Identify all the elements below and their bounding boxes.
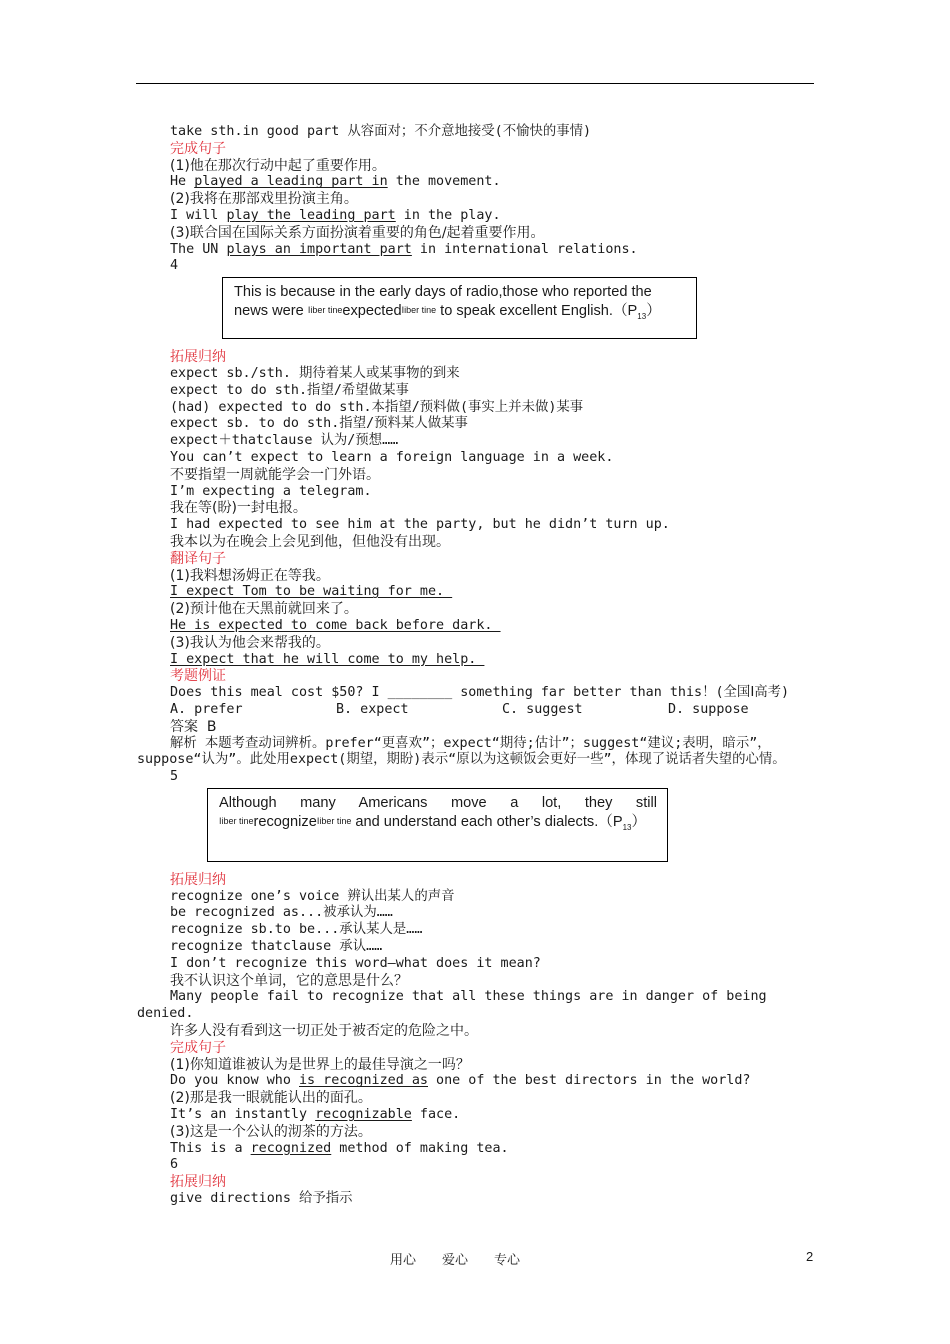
quote-box: Although many Americans move a lot, they still Iiber tinerecognizeIiber tine and understand each other’s $dialects.(P_{13})$ <box>207 788 668 862</box>
answer-blank: recognizable <box>315 1107 412 1123</box>
section-heading: 考题例证 <box>170 668 226 685</box>
answer-line: This is a recognized method of making tea. <box>170 1140 509 1156</box>
footer-text: 爱心 <box>442 1253 469 1268</box>
note-line: recognize one’s voice 辨认出某人的声音 <box>170 888 455 904</box>
footer-text: 用心 <box>390 1253 417 1268</box>
answer-line: He played a leading part in the movement. <box>170 174 501 190</box>
prompt-line: (1)他在那次行动中起了重要作用。 <box>170 157 386 174</box>
marker-glyph: Iiber tine <box>307 305 343 316</box>
example-translation: 许多人没有看到这一切正处于被否定的危险之中。 <box>170 1023 478 1040</box>
footer-text: 专心 <box>494 1253 521 1268</box>
answer-line: I will play the leading part in the play. <box>170 207 501 223</box>
example-translation: 我在等(盼)一封电报。 <box>170 500 307 517</box>
item-number: 5 <box>170 769 179 785</box>
answer-line: He is expected to come back before dark. <box>170 617 501 633</box>
answer-line: It’s an instantly recognizable face. <box>170 1107 461 1123</box>
option-b: B. expect <box>336 701 409 717</box>
note-line: expect sb. to do sth.指望/预料某人做某事 <box>170 416 468 432</box>
example-line: I’m expecting a telegram. <box>170 483 372 499</box>
option-d: D. suppose <box>668 701 749 717</box>
vocab-line: take sth.in good part 从容面对；不介意地接受(不愉快的事情) <box>170 124 592 139</box>
note-line: (had) expected to do sth.本指望/预料做(事实上并未做)某事 <box>170 399 584 415</box>
header-rule <box>136 83 814 84</box>
section-heading: 拓展归纳 <box>170 349 226 366</box>
answer-line: The UN plays an important part in international relations. <box>170 241 638 257</box>
section-heading: 完成句子 <box>170 140 226 157</box>
note-line: give directions 给予指示 <box>170 1191 353 1207</box>
answer-blank: played a leading part in <box>194 174 388 190</box>
marker-glyph: Iiber tine <box>219 816 254 827</box>
example-translation: 我本以为在晚会上会见到他，但他没有出现。 <box>170 533 450 550</box>
exam-answer: 答案 B <box>170 718 217 735</box>
note-line: be recognized as...被承认为…… <box>170 905 393 921</box>
answer-blank: recognized <box>250 1140 332 1156</box>
example-line: Many people fail to recognize that all these things are in danger of being denied. <box>137 989 767 1022</box>
prompt-line: (2)预计他在天黑前就回来了。 <box>170 601 358 618</box>
answer-blank: plays an important part <box>226 241 412 257</box>
marker-glyph: Iiber tine <box>316 816 352 827</box>
example-translation: 不要指望一周就能学会一门外语。 <box>170 466 380 483</box>
answer-blank: play the leading part <box>226 207 396 223</box>
section-heading: 翻译句子 <box>170 550 226 567</box>
note-line: recognize sb.to be...承认某人是…… <box>170 922 423 938</box>
exam-options <box>137 702 815 719</box>
answer-line: I expect that he will come to my help. <box>170 651 485 667</box>
note-line: recognize thatclause 承认…… <box>170 939 383 955</box>
prompt-line: (3)联合国在国际关系方面扮演着重要的角色/起着重要作用。 <box>170 224 545 241</box>
example-line: You can’t expect to learn a foreign language in a week. <box>170 449 614 465</box>
prompt-line: (3)这是一个公认的沏茶的方法。 <box>170 1123 372 1140</box>
key-word: recognize <box>253 813 317 830</box>
prompt-line: (3)我认为他会来帮我的。 <box>170 634 330 651</box>
note-line: expect＋thatclause 认为/预想…… <box>170 433 399 449</box>
note-line: expect sb./sth. 期待着某人或某事物的到来 <box>170 365 460 381</box>
example-translation: 我不认识这个单词，它的意思是什么？ <box>170 972 408 989</box>
answer-line: Do you know who is recognized as one of the best directors in the world? <box>170 1073 751 1089</box>
example-line: I don’t recognize this word—what does it mean? <box>170 955 541 971</box>
document-body <box>137 124 815 1208</box>
answer-blank: is recognized as <box>299 1073 428 1089</box>
section-heading: 拓展归纳 <box>170 1174 226 1191</box>
item-number: 4 <box>170 258 179 274</box>
option-a: A. prefer <box>170 701 243 717</box>
item-number: 6 <box>170 1157 179 1173</box>
key-word: expected <box>342 303 402 320</box>
section-heading: 完成句子 <box>170 1039 226 1056</box>
exam-explanation: 解析 本题考查动词辨析。prefer“更喜欢”；expect“期待;估计”；suggest“建议;表明，暗示”，suppose“认为”。此处用expect(期望，期盼)表示“原以为这顿饭会更好一些”，体现了说话者失望的心情。 <box>137 735 786 768</box>
prompt-line: (1)我料想汤姆正在等我。 <box>170 567 330 584</box>
marker-glyph: Iiber tine <box>401 305 437 316</box>
answer-line: I expect Tom to be waiting for me. <box>170 584 453 600</box>
section-heading: 拓展归纳 <box>170 871 226 888</box>
page-number: 2 <box>806 1249 814 1264</box>
prompt-line: (2)我将在那部戏里扮演主角。 <box>170 191 358 208</box>
option-c: C. suggest <box>502 701 583 717</box>
page-footer <box>390 1249 546 1268</box>
example-line: I had expected to see him at the party, but he didn’t turn up. <box>170 517 670 533</box>
prompt-line: (2)那是我一眼就能认出的面孔。 <box>170 1090 372 1107</box>
note-line: expect to do sth.指望/希望做某事 <box>170 382 409 398</box>
prompt-line: (1)你知道谁被认为是世界上的最佳导演之一吗？ <box>170 1056 470 1073</box>
exam-question: Does this meal cost $50? I ________ something far better than this！(全国Ⅰ高考) <box>170 685 790 701</box>
quote-box: This is because in the early days of radio,those who reported the news were Iiber tineexpectedIiber tine to speak excellent $English.(P_{13})$ <box>222 277 697 339</box>
